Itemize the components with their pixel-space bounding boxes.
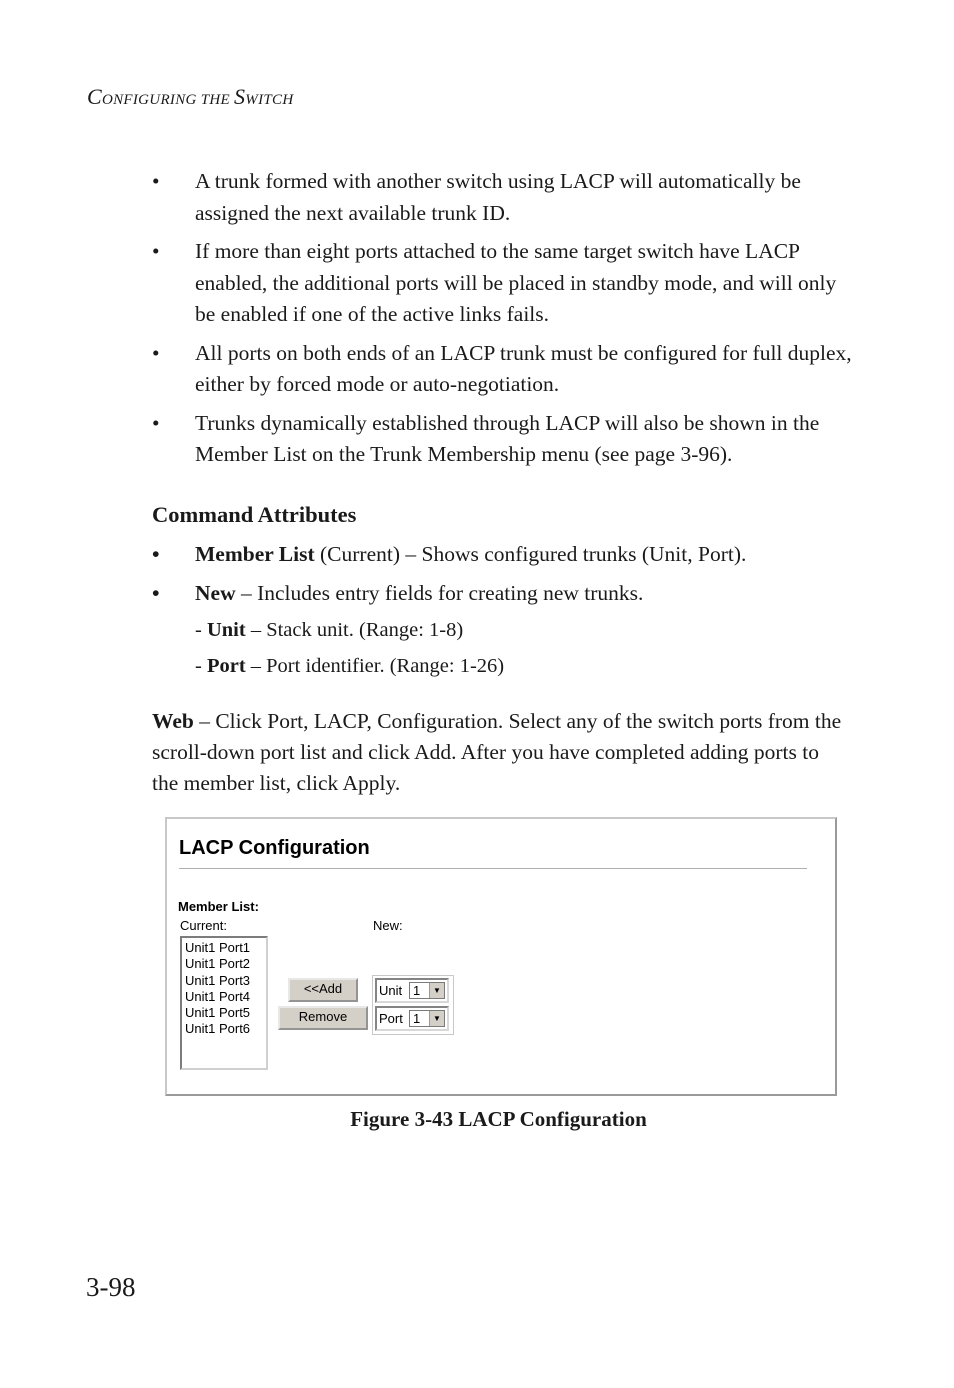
web-instructions: Web – Click Port, LACP, Configuration. Select any of the switch ports from the scroll-down port list and click Add. After you have completed adding ports to the member list, click Apply. <box>152 709 842 795</box>
remove-button[interactable]: Remove <box>278 1006 368 1030</box>
port-sub-attribute: - Port – Port identifier. (Range: 1-26) <box>195 655 505 677</box>
port-select-value: 1 <box>413 1011 421 1026</box>
lacp-notes-list <box>152 166 852 478</box>
port-select[interactable] <box>409 1010 445 1027</box>
port-label: Port <box>379 1011 403 1026</box>
list-item[interactable]: Unit1 Port5 <box>185 1005 251 1021</box>
figure-title: LACP Configuration <box>179 837 370 859</box>
list-item[interactable]: Unit1 Port2 <box>185 956 251 972</box>
list-item: • A trunk formed with another switch using LACP will automatically be assigned the next available trunk ID. <box>152 169 801 225</box>
list-item[interactable]: Unit1 Port4 <box>185 988 251 1004</box>
list-item[interactable]: Unit1 Port6 <box>185 1021 251 1037</box>
chevron-down-icon[interactable]: ▼ <box>429 1011 444 1026</box>
new-member-fields <box>372 975 454 1035</box>
unit-sub-attribute: - Unit – Stack unit. (Range: 1-8) <box>195 619 464 641</box>
list-item: • If more than eight ports attached to the same target switch have LACP enabled, the additional ports will be placed in standby mode, and will only be enabled if one of the active links fails. <box>152 239 837 326</box>
member-list-label: Member List: <box>178 899 259 914</box>
unit-select-value: 1 <box>413 983 421 998</box>
new-attribute: • New – Includes entry fields for creating new trunks. <box>152 581 644 605</box>
figure-caption: Figure 3-43 LACP Configuration <box>350 1107 647 1131</box>
running-header: CONFIGURING THE SWITCH <box>87 84 294 109</box>
list-item[interactable]: Unit1 Port3 <box>185 972 251 988</box>
list-item[interactable]: Unit1 Port1 <box>185 940 251 955</box>
unit-field <box>375 978 449 1003</box>
member-list-attribute: • Member List (Current) – Shows configured trunks (Unit, Port). <box>152 542 747 566</box>
command-attributes-list <box>152 539 852 617</box>
add-button[interactable]: <<Add <box>288 978 358 1002</box>
new-label: New: <box>373 918 403 933</box>
page-number: 3-98 <box>86 1272 136 1302</box>
lacp-configuration-screenshot <box>165 817 837 1096</box>
chevron-down-icon[interactable]: ▼ <box>429 983 444 998</box>
unit-label: Unit <box>379 983 403 998</box>
list-item: • Trunks dynamically established through LACP will also be shown in the Member List on the Trunk Membership menu (see page 3-96). <box>152 410 820 466</box>
divider <box>179 868 807 870</box>
port-field <box>375 1006 449 1031</box>
list-item: • All ports on both ends of an LACP trunk must be configured for full duplex, either by forced mode or auto-negotiation. <box>152 340 852 396</box>
unit-select[interactable] <box>409 982 445 999</box>
current-label: Current: <box>180 918 227 933</box>
command-attributes-heading: Command Attributes <box>152 502 357 527</box>
current-members-listbox[interactable] <box>180 936 268 1070</box>
